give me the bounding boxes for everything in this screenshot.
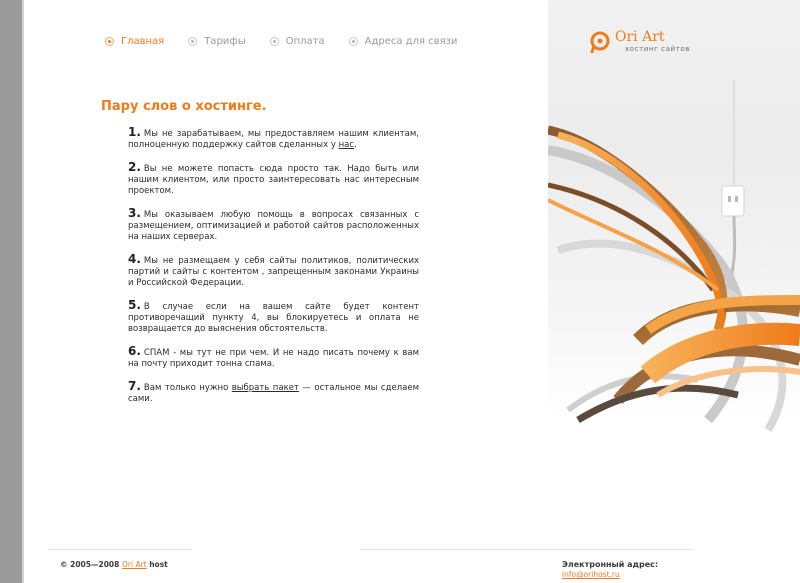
- page-title: Пару слов о хостинге.: [101, 99, 267, 114]
- nav-item-payment[interactable]: [270, 36, 325, 47]
- nav-item-contacts[interactable]: [349, 36, 458, 47]
- point-number: 7.: [128, 379, 141, 393]
- left-bar-edge: [22, 0, 24, 583]
- point-text: Мы не зарабатываем, мы предоставляем нашим клиентам, полноценную поддержку сайтов сделанных у: [128, 129, 419, 150]
- list-item: [128, 208, 419, 243]
- radio-dot-icon: [188, 37, 197, 46]
- logo-tagline: хостинг сайтов: [625, 45, 690, 53]
- contact-info: [562, 560, 658, 580]
- point-text-end: — остальное мы сделаем сами.: [128, 383, 419, 404]
- copyright-suffix: host: [146, 560, 168, 569]
- main-nav: [105, 36, 481, 47]
- point-number: 2.: [128, 160, 141, 174]
- list-item: [128, 162, 419, 197]
- left-decorative-bar: [0, 0, 22, 583]
- point-text: СПАМ - мы тут не при чем. И не надо писать почему к вам на почту приходит тонна спама.: [128, 348, 419, 369]
- copyright-prefix: © 2005—2008: [60, 560, 122, 569]
- radio-dot-icon: [270, 37, 279, 46]
- point-text: Мы не размещаем у себя сайты политиков, политических партий и сайты с контентом , запрещенным законами Украины и Российской Федерации.: [128, 256, 419, 288]
- list-item: [128, 346, 419, 370]
- list-item: [128, 381, 419, 405]
- point-text-end: .: [354, 140, 357, 150]
- point-number: 6.: [128, 344, 141, 358]
- copyright: [60, 560, 168, 569]
- list-item: [128, 127, 419, 151]
- point-text: В случае если на вашем сайте будет контент противоречащий пункту 4, вы блокируетесь и оплата не возвращается до выяснения обстоятельств.: [128, 302, 419, 334]
- footer-divider-left: [48, 549, 192, 550]
- nav-item-home[interactable]: [105, 36, 164, 47]
- nav-item-label: Главная: [121, 36, 165, 47]
- radio-dot-icon: [349, 37, 358, 46]
- nav-item-label: Адреса для связи: [364, 36, 458, 47]
- site-logo[interactable]: [589, 30, 690, 53]
- point-text: Вы не можете попасть сюда просто так. Надо быть или нашим клиентом, или просто заинтересовать нас интересным проектом.: [128, 164, 419, 196]
- ori-art-logo-icon: [589, 31, 611, 53]
- nav-item-label: Тарифы: [204, 36, 246, 47]
- point-number: 1.: [128, 125, 141, 139]
- point-text: Мы оказываем любую помощь в вопросах связанных с размещением, оптимизацией и работой сайтов расположенных на наших серверах.: [128, 210, 419, 242]
- radio-dot-icon: [105, 37, 114, 46]
- choose-package-link[interactable]: выбрать пакет: [231, 383, 299, 393]
- point-number: 4.: [128, 252, 141, 266]
- us-link[interactable]: нас: [338, 140, 355, 150]
- points-list: [128, 127, 419, 416]
- list-item: [128, 254, 419, 289]
- ribbons-illustration: [548, 0, 800, 440]
- list-item: [128, 300, 419, 335]
- point-number: 3.: [128, 206, 141, 220]
- logo-name: Ori Art: [615, 29, 665, 45]
- point-number: 5.: [128, 298, 141, 312]
- contact-label: Электронный адрес:: [562, 560, 659, 569]
- contact-email-link[interactable]: info@orihost.ru: [562, 570, 620, 579]
- copyright-link[interactable]: Ori Art: [121, 560, 147, 569]
- nav-item-tariffs[interactable]: [188, 36, 246, 47]
- nav-item-label: Оплата: [285, 36, 325, 47]
- point-text: Вам только нужно: [143, 383, 232, 393]
- footer-divider-right: [360, 549, 694, 550]
